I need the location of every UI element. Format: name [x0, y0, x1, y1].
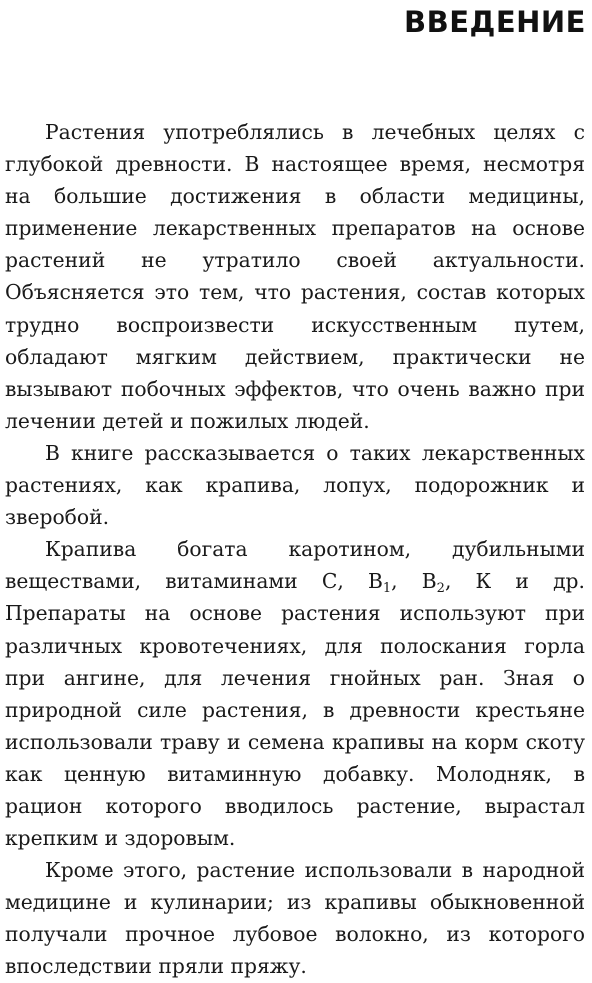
vitamin-b-subscript-2: 2 [436, 581, 445, 597]
body-text [5, 116, 585, 983]
paragraph-intro: Растения употреблялись в лечебных целях с глубокой древности. В настоящее время, несмотря на большие достижения в области медицины, применение лекарственных препаратов на основе растений не утратило своей актуальности. Объясняется это тем, что растения, состав которых трудно воспроизвести искусственным путем, обладают мягким действием, практически не вызывают побочных эффектов, что очень важно при лечении детей и пожилых людей. [5, 120, 585, 433]
paragraph-other-uses: Кроме этого, растение использовали в народной медицине и кулинарии; из крапивы обыкновенной получали прочное лубовое волокно, из которого впоследствии пряли пряжу. [5, 858, 585, 979]
nettle-text-part-3: , К и др. Препараты на основе растения используют при различных кровотечениях, для полоскания горла при ангине, для лечения гнойных ран. Зная о природной силе растения, в древности крестьяне использовали траву и семена крапивы на корм скоту как ценную витаминную добавку. Молодняк, в рацион которого вводилось растение, вырастал крепким и здоровым. [5, 569, 585, 851]
nettle-text-part-1: Крапива богата каротином, дубильными веществами, витаминами С, В [5, 537, 585, 594]
nettle-text-part-2: , В [391, 569, 437, 594]
paragraph-nettle [5, 533, 585, 854]
vitamin-b-subscript-1: 1 [382, 581, 392, 597]
paragraph-book-contents: В книге рассказывается о таких лекарственных растениях, как крапива, лопух, подорожник и зверобой. [5, 440, 585, 530]
page-title: ВВЕДЕНИЕ [403, 5, 586, 39]
